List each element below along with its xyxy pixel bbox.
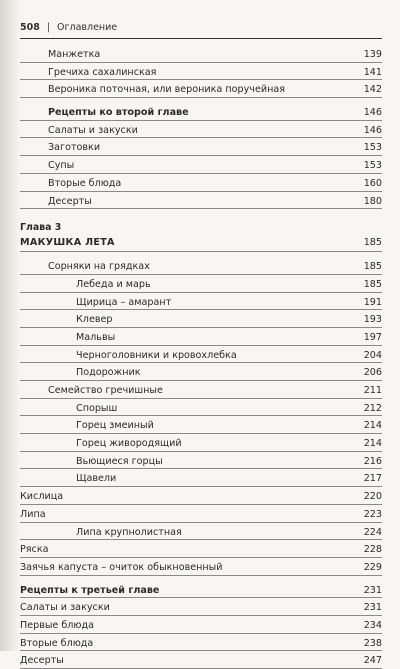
toc-entry-page: 197 <box>363 331 382 343</box>
toc-entry-page: 193 <box>363 314 382 326</box>
toc-entry[interactable] <box>20 174 382 192</box>
toc-entry-recipes-heading[interactable] <box>20 581 382 599</box>
toc-entry-page: 231 <box>363 584 382 596</box>
toc-entry-page: 185 <box>363 278 382 290</box>
toc-entry-page: 228 <box>363 544 382 556</box>
toc-entry-title: Сорняки на грядках <box>48 261 150 273</box>
toc-entry-title: Гречиха сахалинская <box>48 66 157 78</box>
toc-entry-page: 204 <box>363 349 382 361</box>
header-rule <box>20 38 382 39</box>
toc-entry-title: Вьющиеся горцы <box>76 455 163 467</box>
toc-entry-title: Десерты <box>48 195 92 207</box>
toc-entry[interactable] <box>20 598 382 616</box>
toc-entry-title: Мальвы <box>76 331 116 343</box>
toc-entry-page: 214 <box>363 438 382 450</box>
toc-entry-page: 212 <box>363 402 382 414</box>
toc-entry[interactable] <box>20 651 382 669</box>
toc-entry-recipes-heading[interactable] <box>20 103 382 121</box>
toc-entry-page: 191 <box>363 296 382 308</box>
toc-entry-title: Лебеда и марь <box>76 278 151 290</box>
toc-entry-page: 211 <box>363 385 382 396</box>
toc-entry[interactable] <box>20 363 382 381</box>
toc-entry-page: 231 <box>363 602 382 614</box>
toc-entry[interactable] <box>20 328 382 346</box>
toc-entry[interactable] <box>20 45 382 63</box>
toc-entry-title: Подорожник <box>76 367 141 379</box>
toc-entry-title: Салаты и закуски <box>48 124 138 136</box>
toc-entry[interactable] <box>20 452 382 470</box>
toc-entry-title: Щирица – амарант <box>76 296 172 308</box>
toc-entry-page: 220 <box>363 491 382 503</box>
toc-entry-title: Салаты и закуски <box>20 602 110 614</box>
toc-entry[interactable] <box>20 138 382 156</box>
toc-entry-title: Кислица <box>20 491 64 503</box>
page-gutter-shadow <box>0 0 20 651</box>
toc-entry[interactable] <box>20 634 382 652</box>
toc-entry-title: Липа <box>20 508 46 520</box>
toc-entry[interactable] <box>20 192 382 210</box>
toc-entry[interactable] <box>20 257 382 275</box>
toc-entry-page: 247 <box>363 655 382 667</box>
toc-entry[interactable] <box>20 156 382 174</box>
toc-entry-title: Первые блюда <box>20 619 95 631</box>
toc-entry-title: Ряска <box>20 544 49 556</box>
toc-entry-title: Клевер <box>76 314 113 326</box>
toc-entry-page: 146 <box>363 124 382 136</box>
toc-entry[interactable] <box>20 121 382 139</box>
toc-entry-title: Семейство гречишные <box>48 385 163 396</box>
toc-entry-page: 139 <box>363 49 382 60</box>
toc-entry-page: 214 <box>363 420 382 432</box>
toc-entry[interactable] <box>20 469 382 487</box>
toc-entry-page: 146 <box>363 107 382 119</box>
toc-entry[interactable] <box>20 616 382 634</box>
header-separator: | <box>46 22 51 33</box>
toc-entry-title: Вторые блюда <box>48 177 122 189</box>
toc-entry-title: Заячья капуста – очиток обыкновенный <box>20 561 223 573</box>
chapter-title: МАКУШКА ЛЕТА <box>20 237 115 249</box>
toc-entry[interactable] <box>20 558 382 576</box>
toc-entry-page: 160 <box>363 177 382 189</box>
spacer <box>20 209 382 219</box>
toc-entry-title: Рецепты ко второй главе <box>48 107 189 119</box>
toc-entry-page: 185 <box>363 237 382 249</box>
toc-entry-page: 229 <box>363 561 382 573</box>
toc-entry-title: Щавели <box>76 473 117 485</box>
page-number: 508 <box>20 22 40 33</box>
toc-entry-page: 185 <box>363 261 382 273</box>
table-of-contents <box>20 45 382 669</box>
toc-entry-page: 234 <box>363 619 382 631</box>
toc-entry-title: Липа крупнолистная <box>76 526 182 538</box>
toc-entry-page: 217 <box>363 473 382 485</box>
toc-entry[interactable] <box>20 275 382 293</box>
toc-entry-title: Горец живородящий <box>76 438 182 450</box>
toc-entry-title: Вторые блюда <box>20 637 94 649</box>
toc-entry-title: Спорыш <box>76 402 118 414</box>
toc-entry-page: 238 <box>363 637 382 649</box>
toc-entry-title: Манжетка <box>48 49 101 60</box>
toc-entry[interactable] <box>20 487 382 505</box>
running-header <box>20 22 380 33</box>
toc-entry[interactable] <box>20 80 382 98</box>
section-title: Оглавление <box>57 22 118 33</box>
toc-entry[interactable] <box>20 63 382 81</box>
toc-entry[interactable] <box>20 310 382 328</box>
toc-entry[interactable] <box>20 293 382 311</box>
toc-entry-page: 206 <box>363 367 382 379</box>
toc-entry-page: 153 <box>363 142 382 154</box>
toc-entry[interactable] <box>20 416 382 434</box>
toc-entry-title: Рецепты к третьей главе <box>20 584 160 596</box>
toc-entry[interactable] <box>20 540 382 558</box>
toc-entry-title: Заготовки <box>48 142 101 154</box>
toc-entry[interactable] <box>20 346 382 364</box>
toc-entry-page: 153 <box>363 160 382 172</box>
toc-entry[interactable] <box>20 434 382 452</box>
toc-entry-page: 223 <box>363 508 382 520</box>
toc-entry[interactable] <box>20 381 382 399</box>
toc-entry-title: Горец змеиный <box>76 420 154 432</box>
toc-entry-title: Десерты <box>20 655 64 667</box>
toc-entry-page: 142 <box>363 84 382 96</box>
toc-entry-page: 216 <box>363 455 382 467</box>
toc-entry-title: Черноголовники и кровохлебка <box>76 349 237 361</box>
toc-entry[interactable] <box>20 523 382 541</box>
toc-entry-chapter[interactable] <box>20 236 382 252</box>
toc-entry-page: 224 <box>363 526 382 538</box>
toc-entry-page: 180 <box>363 195 382 207</box>
toc-entry-title: Вероника поточная, или вероника поручейная <box>48 84 286 96</box>
toc-entry-page: 141 <box>363 66 382 78</box>
toc-entry-title: Супы <box>48 160 75 172</box>
toc-entry[interactable] <box>20 399 382 417</box>
chapter-label: Глава 3 <box>20 222 62 234</box>
toc-entry[interactable] <box>20 505 382 523</box>
